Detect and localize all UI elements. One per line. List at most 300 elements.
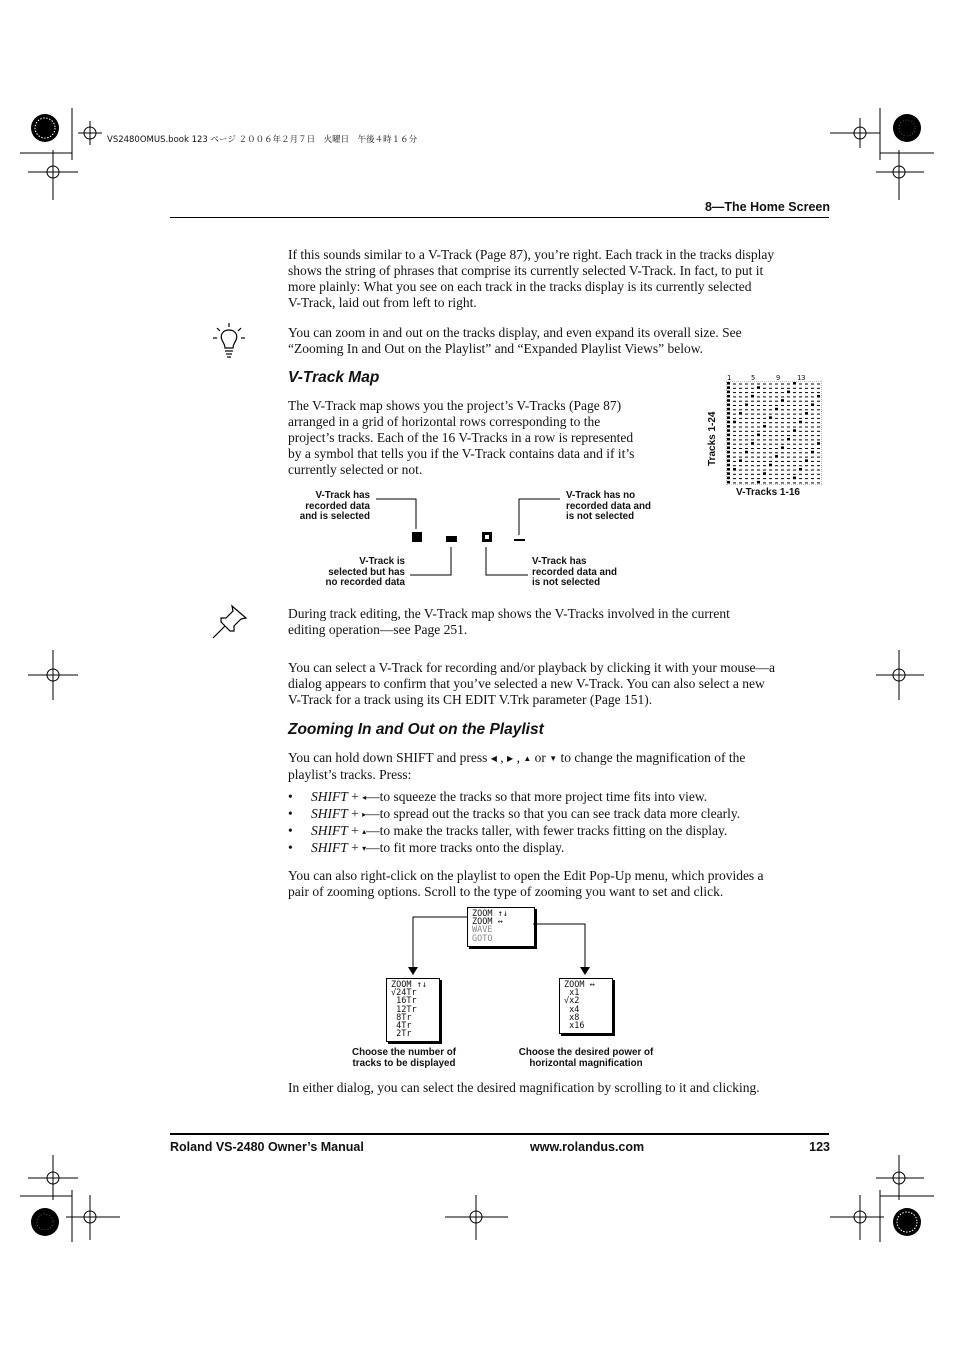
vtrack-cell xyxy=(763,478,766,479)
vtrack-cell xyxy=(805,396,808,397)
vtrack-cell xyxy=(745,457,748,458)
vtrack-cell xyxy=(751,392,754,393)
vtrack-cell xyxy=(811,457,814,458)
vtrack-cell xyxy=(733,409,736,410)
vtrack-cell xyxy=(805,409,808,410)
vtrack-cell xyxy=(745,422,748,423)
vtrack-cell xyxy=(793,396,796,397)
vtrack-cell xyxy=(817,384,820,385)
vtrack-cell xyxy=(727,451,730,454)
vtrack-cell xyxy=(727,404,730,407)
vtrack-cell xyxy=(757,457,760,458)
vtrack-cell xyxy=(787,391,790,394)
vtrack-cell xyxy=(763,457,766,458)
vtrack-cell xyxy=(745,451,748,454)
vtrack-cell xyxy=(799,482,802,483)
vtrack-cell xyxy=(805,435,808,436)
vtrack-cell xyxy=(757,409,760,410)
vtrack-cell xyxy=(751,461,754,462)
vtrack-cell xyxy=(799,478,802,479)
vtrack-cell xyxy=(817,457,820,458)
vtrack-cell xyxy=(781,465,784,466)
vtrack-cell xyxy=(817,478,820,479)
vtrack-cell xyxy=(763,461,766,462)
vtrack-cell xyxy=(733,452,736,453)
closing-paragraph: In either dialog, you can select the desired magnification by scrolling to it and clicking. xyxy=(288,1080,760,1095)
vtrack-cell xyxy=(787,470,790,471)
vtrack-cell xyxy=(745,392,748,393)
vtrack-cell xyxy=(727,386,730,389)
menu-item-wave[interactable]: WAVE xyxy=(472,925,493,936)
vtrack-cell xyxy=(793,422,796,423)
legend-recorded-selected: V-Track has recorded data and is selected xyxy=(299,490,370,522)
vtrack-cell xyxy=(781,418,784,419)
legend-recorded-not-selected: V-Track has recorded data and is not selected xyxy=(532,556,617,588)
vtrack-cell xyxy=(805,448,808,449)
vtrack-cell xyxy=(787,388,790,389)
vtrack-cell xyxy=(781,427,784,428)
vtrack-cell xyxy=(787,461,790,462)
vtrack-cell xyxy=(787,457,790,458)
vtrack-cell xyxy=(817,409,820,410)
vtrack-cell xyxy=(775,431,778,432)
vtrack-cell xyxy=(739,444,742,445)
vtrack-cell xyxy=(739,474,742,475)
vtrack-cell xyxy=(727,429,730,432)
vtrack-cell xyxy=(775,405,778,406)
vtrack-cell xyxy=(799,448,802,449)
vtrack-cell xyxy=(739,470,742,471)
vtrack-cell xyxy=(769,388,772,389)
vtrack-cell xyxy=(799,439,802,440)
vtrack-cell xyxy=(751,439,754,440)
up-arrow-icon: ▲ xyxy=(523,754,532,763)
vtrack-cell xyxy=(727,459,730,462)
vtrack-cell xyxy=(739,396,742,397)
vtrack-cell xyxy=(757,448,760,449)
vtrack-cell xyxy=(733,405,736,406)
vtrack-cell xyxy=(727,395,730,398)
vtrack-cell xyxy=(817,395,820,398)
vtrack-cell xyxy=(787,427,790,428)
vtrack-cell xyxy=(793,444,796,445)
menu-item-zoom-vertical[interactable]: ZOOM ↑↓ xyxy=(472,909,508,919)
vtrack-cell xyxy=(805,439,808,440)
vtrack-cell xyxy=(817,439,820,440)
vtrack-cell xyxy=(769,444,772,445)
vtrack-cell xyxy=(811,414,814,415)
vtrack-cell xyxy=(751,401,754,402)
vtrack-cell xyxy=(805,474,808,475)
vtrack-cell xyxy=(805,401,808,402)
vtrack-cell xyxy=(757,405,760,406)
vtrack-cell xyxy=(733,439,736,440)
zoom-intro: You can hold down SHIFT and press ◀ , ▶ , ▲ or ▼ to change the magnification of the playlist’s tracks. Press: xyxy=(288,750,746,782)
vtrack-cell xyxy=(805,422,808,423)
vtrack-cell xyxy=(787,384,790,385)
vtrack-cell xyxy=(817,461,820,462)
vtrack-cell xyxy=(733,435,736,436)
vtrack-cell xyxy=(751,395,754,398)
vtrack-cell xyxy=(775,388,778,389)
vtrack-cell xyxy=(763,452,766,453)
vtrack-cell xyxy=(757,396,760,397)
vtrack-cell xyxy=(775,455,778,458)
vtrack-cell xyxy=(787,401,790,402)
vtrack-cell xyxy=(745,384,748,385)
vtrack-cell xyxy=(787,414,790,415)
vtrack-cell xyxy=(787,438,790,441)
vtrack-cell xyxy=(757,481,760,484)
vtrack-cell xyxy=(763,448,766,449)
vtrack-cell xyxy=(811,451,814,454)
down-arrow-icon: ▼ xyxy=(549,754,558,763)
vtrack-map-heading: V-Track Map xyxy=(288,369,380,386)
vtrack-cell xyxy=(799,418,802,419)
vtrack-cell xyxy=(733,468,736,471)
vtrack-cell xyxy=(751,435,754,436)
vtrack-cell xyxy=(745,474,748,475)
vtrack-cell xyxy=(739,392,742,393)
vtrack-cell xyxy=(811,470,814,471)
vtrack-cell xyxy=(733,448,736,449)
footer-rule xyxy=(170,1133,829,1135)
vtrack-cell xyxy=(799,409,802,410)
vtrack-cell xyxy=(751,409,754,410)
vtrack-cell xyxy=(769,409,772,410)
vtrack-cell xyxy=(775,482,778,483)
vtrack-cell xyxy=(805,384,808,385)
vtrack-cell xyxy=(787,452,790,453)
vtrack-cell xyxy=(781,447,784,450)
vtrack-cell xyxy=(775,465,778,466)
vtrack-cell xyxy=(793,457,796,458)
vtrack-cell xyxy=(817,435,820,436)
vtrack-cell xyxy=(799,396,802,397)
vtrack-cell xyxy=(757,465,760,466)
vtrack-cell xyxy=(769,414,772,415)
vtrack-cell xyxy=(733,482,736,483)
vtrack-cell xyxy=(769,482,772,483)
dialog-arrows xyxy=(405,915,595,977)
vtrack-cell xyxy=(745,435,748,436)
vtrack-cell xyxy=(739,465,742,466)
vtrack-map-paragraph: The V-Track map shows you the project’s V-Tracks (Page 87) arranged in a grid of horizontal rows corresponding to the project’s tracks. Each of the 16 V-Tracks in a row is represented by a symbol that tells you if the V-Track contains data and if it’s currently selected or not. xyxy=(288,398,635,477)
vtrack-cell xyxy=(793,435,796,436)
vtrack-cell xyxy=(787,409,790,410)
vtrack-cell xyxy=(745,461,748,462)
vtrack-cell xyxy=(817,427,820,428)
vtrack-cell xyxy=(781,452,784,453)
symbol-selected-no-data xyxy=(446,536,457,542)
vtrack-cell xyxy=(733,384,736,385)
vtrack-cell xyxy=(817,448,820,449)
vtrack-cell xyxy=(745,478,748,479)
vtrack-cell xyxy=(757,439,760,440)
vtrack-cell xyxy=(733,427,736,428)
vtrack-cell xyxy=(757,384,760,385)
footer-manual: Roland VS-2480 Owner’s Manual xyxy=(170,1140,364,1154)
vtrack-cell xyxy=(775,418,778,419)
left-arrow-icon: ◀ xyxy=(490,754,497,763)
vtrack-cell xyxy=(811,465,814,466)
vtrack-cell xyxy=(805,470,808,471)
select-paragraph: You can select a V-Track for recording and/or playback by clicking it with your mouse—a dialog appears to confirm that you’ve selected a new V-Track. You can also select a new V-Track for a track using its CH EDIT V.Trk parameter (Page 151). xyxy=(288,660,776,707)
vtrack-cell xyxy=(793,461,796,462)
vtrack-cell xyxy=(781,405,784,406)
vtrack-cell xyxy=(739,448,742,449)
vtrack-cell xyxy=(781,409,784,410)
vtrack-cell xyxy=(781,435,784,436)
vtrack-cell xyxy=(763,470,766,471)
vtrack-cell xyxy=(745,470,748,471)
vtrack-cell xyxy=(793,452,796,453)
vtrack-cell xyxy=(787,396,790,397)
map-x-label: V-Tracks 1-16 xyxy=(736,487,800,498)
vtrack-cell xyxy=(751,448,754,449)
vtrack-cell xyxy=(727,412,730,415)
vtrack-cell xyxy=(817,418,820,419)
vtrack-cell xyxy=(745,439,748,440)
vtrack-cell xyxy=(805,427,808,428)
vtrack-cell xyxy=(793,418,796,419)
vtrack-cell xyxy=(781,384,784,385)
vtrack-cell xyxy=(745,482,748,483)
vtrack-cell xyxy=(799,421,802,424)
vtrack-cell xyxy=(781,399,784,402)
vtrack-cell xyxy=(793,409,796,410)
vtrack-cell xyxy=(763,414,766,415)
vtrack-cell xyxy=(751,442,754,445)
vtrack-cell xyxy=(805,418,808,419)
vtrack-cell xyxy=(775,414,778,415)
vtrack-cell xyxy=(757,386,760,389)
list-item: • SHIFT + ◂—to squeeze the tracks so that more project time fits into view. xyxy=(288,789,740,806)
vtrack-cell xyxy=(727,399,730,402)
symbol-no-data-not-selected xyxy=(514,539,525,541)
vtrack-cell xyxy=(805,482,808,483)
zoom-paragraph-2: You can also right-click on the playlist to open the Edit Pop-Up menu, which provides a pair of zooming options. Scroll to the type of zooming you want to set and click. xyxy=(288,868,764,899)
vtrack-cell xyxy=(811,401,814,402)
vtrack-cell xyxy=(727,438,730,441)
option-x8[interactable]: x8 xyxy=(564,1012,580,1023)
vtrack-cell xyxy=(811,439,814,440)
vtrack-cell xyxy=(799,427,802,428)
vtrack-cell xyxy=(775,439,778,440)
vtrack-cell xyxy=(733,457,736,458)
vtrack-cell xyxy=(769,457,772,458)
vtrack-cell xyxy=(751,384,754,385)
zoom-horizontal-dialog[interactable] xyxy=(559,978,613,1034)
chapter-header: 8—The Home Screen xyxy=(704,200,830,214)
vtrack-cell xyxy=(751,431,754,432)
vtrack-cell xyxy=(805,388,808,389)
menu-item-goto[interactable]: GOTO xyxy=(472,933,493,944)
vtrack-cell xyxy=(775,392,778,393)
vtrack-cell xyxy=(811,431,814,432)
vtrack-cell xyxy=(739,431,742,432)
option-4tr[interactable]: 4Tr xyxy=(391,1021,412,1032)
vtrack-cell xyxy=(769,416,772,419)
vtrack-cell xyxy=(757,418,760,419)
vtrack-cell xyxy=(793,429,796,432)
vtrack-cell xyxy=(733,392,736,393)
option-16tr[interactable]: 16Tr xyxy=(391,996,417,1007)
vtrack-cell xyxy=(811,448,814,449)
vtrack-cell xyxy=(739,409,742,410)
list-item: • SHIFT + ▸—to spread out the tracks so that you can see track data more clearly. xyxy=(288,806,740,823)
vtrack-cell xyxy=(799,452,802,453)
option-x16[interactable]: x16 xyxy=(564,1021,585,1032)
vtrack-cell xyxy=(757,461,760,462)
vtrack-cell xyxy=(805,452,808,453)
vtrack-cell xyxy=(775,401,778,402)
vtrack-cell xyxy=(751,470,754,471)
option-2tr[interactable]: 2Tr xyxy=(391,1029,412,1040)
vtrack-cell xyxy=(769,474,772,475)
vtrack-cell xyxy=(787,431,790,432)
vtrack-cell xyxy=(811,435,814,436)
option-8tr[interactable]: 8Tr xyxy=(391,1012,412,1023)
vtrack-cell xyxy=(799,457,802,458)
option-x1[interactable]: x1 xyxy=(564,988,580,999)
vtrack-cell xyxy=(805,412,808,415)
vtrack-cell xyxy=(727,382,730,385)
vtrack-cell xyxy=(787,482,790,483)
vtrack-cell xyxy=(769,452,772,453)
lightbulb-icon xyxy=(212,322,246,360)
vtrack-cell xyxy=(781,482,784,483)
vtrack-cell xyxy=(757,427,760,428)
vtrack-cell xyxy=(817,452,820,453)
vtrack-cell xyxy=(727,434,730,437)
vtrack-cell xyxy=(775,427,778,428)
vtrack-cell xyxy=(817,422,820,423)
vtrack-cell xyxy=(763,418,766,419)
option-x4[interactable]: x4 xyxy=(564,1004,580,1015)
vtrack-cell xyxy=(727,455,730,458)
vtrack-cell xyxy=(811,461,814,462)
vtrack-cell xyxy=(811,444,814,445)
vtrack-cell xyxy=(811,392,814,393)
print-slug: VS2480OMUS.book 123 ページ ２００６年２月７日 火曜日 午後４時１６分 xyxy=(107,135,418,145)
menu-item-zoom-horizontal[interactable]: ZOOM ↔ xyxy=(472,917,503,928)
vtrack-cell xyxy=(787,478,790,479)
vtrack-cell xyxy=(799,414,802,415)
symbol-recorded-selected xyxy=(412,532,422,542)
vtrack-cell xyxy=(733,431,736,432)
vtrack-cell xyxy=(733,444,736,445)
vtrack-cell xyxy=(733,418,736,419)
vtrack-cell xyxy=(733,401,736,402)
option-24tr[interactable]: √24Tr xyxy=(391,988,417,999)
vtrack-cell xyxy=(727,416,730,419)
vtrack-cell xyxy=(763,435,766,436)
vtrack-cell xyxy=(787,444,790,445)
vtrack-cell xyxy=(817,392,820,393)
right-arrow-icon: ▶ xyxy=(507,754,514,763)
vtrack-cell xyxy=(817,474,820,475)
vtrack-cell xyxy=(781,439,784,440)
vtrack-cell xyxy=(799,431,802,432)
vtrack-cell xyxy=(757,414,760,415)
vtrack-cell xyxy=(757,401,760,402)
vtrack-cell xyxy=(727,477,730,480)
vtrack-cell xyxy=(793,414,796,415)
vtrack-cell xyxy=(817,401,820,402)
vtrack-cell xyxy=(751,474,754,475)
vtrack-cell xyxy=(769,435,772,436)
vtrack-cell xyxy=(763,409,766,410)
vtrack-cell xyxy=(727,442,730,445)
vtrack-cell xyxy=(733,474,736,475)
vtrack-cell xyxy=(799,388,802,389)
vtrack-cell xyxy=(745,448,748,449)
vtrack-cell xyxy=(781,470,784,471)
vtrack-cell xyxy=(763,401,766,402)
vtrack-cell xyxy=(799,474,802,475)
vtrack-cell xyxy=(799,435,802,436)
vtrack-cell xyxy=(769,439,772,440)
vtrack-cell xyxy=(775,478,778,479)
vtrack-cell xyxy=(811,478,814,479)
vtrack-cell xyxy=(739,439,742,440)
option-x2[interactable]: √x2 xyxy=(564,996,580,1007)
vtrack-cell xyxy=(793,482,796,483)
vtrack-cell xyxy=(739,459,742,462)
vtrack-cell xyxy=(745,414,748,415)
vtrack-cell xyxy=(805,457,808,458)
vtrack-cell xyxy=(769,392,772,393)
vtrack-cell xyxy=(787,474,790,475)
vtrack-cell xyxy=(793,439,796,440)
vtrack-cell xyxy=(817,414,820,415)
vtrack-cell xyxy=(817,470,820,471)
option-12tr[interactable]: 12Tr xyxy=(391,1004,417,1015)
vtrack-cell xyxy=(805,444,808,445)
vtrack-cell xyxy=(817,465,820,466)
vtrack-cell xyxy=(811,396,814,397)
caption-vertical: Choose the number of tracks to be displayed xyxy=(352,1047,456,1069)
vtrack-cell xyxy=(757,431,760,432)
vtrack-cell xyxy=(775,470,778,471)
tip-paragraph: You can zoom in and out on the tracks display, and even expand its overall size. See “Zooming In and Out on the Playlist” and “Expanded Playlist Views” below. xyxy=(288,325,742,356)
zoom-vertical-dialog[interactable] xyxy=(386,978,440,1042)
vtrack-cell xyxy=(739,482,742,483)
vtrack-cell xyxy=(769,384,772,385)
footer-url[interactable]: www.rolandus.com xyxy=(530,1140,645,1154)
vtrack-cell xyxy=(775,444,778,445)
vtrack-cell xyxy=(757,474,760,475)
dialog-title: ZOOM ↔ xyxy=(564,980,595,990)
vtrack-cell xyxy=(739,452,742,453)
vtrack-cell xyxy=(799,384,802,385)
vtrack-cell xyxy=(763,482,766,483)
vtrack-cell xyxy=(799,401,802,402)
vtrack-cell xyxy=(781,474,784,475)
vtrack-cell xyxy=(787,465,790,466)
vtrack-cell xyxy=(751,452,754,453)
vtrack-cell xyxy=(763,388,766,389)
vtrack-cell xyxy=(751,482,754,483)
vtrack-cell xyxy=(739,418,742,419)
vtrack-cell xyxy=(781,422,784,423)
vtrack-cell xyxy=(781,431,784,432)
vtrack-cell xyxy=(775,452,778,453)
vtrack-cell xyxy=(751,422,754,423)
list-item: • SHIFT + ▾—to fit more tracks onto the display. xyxy=(288,840,740,857)
vtrack-cell xyxy=(811,427,814,428)
